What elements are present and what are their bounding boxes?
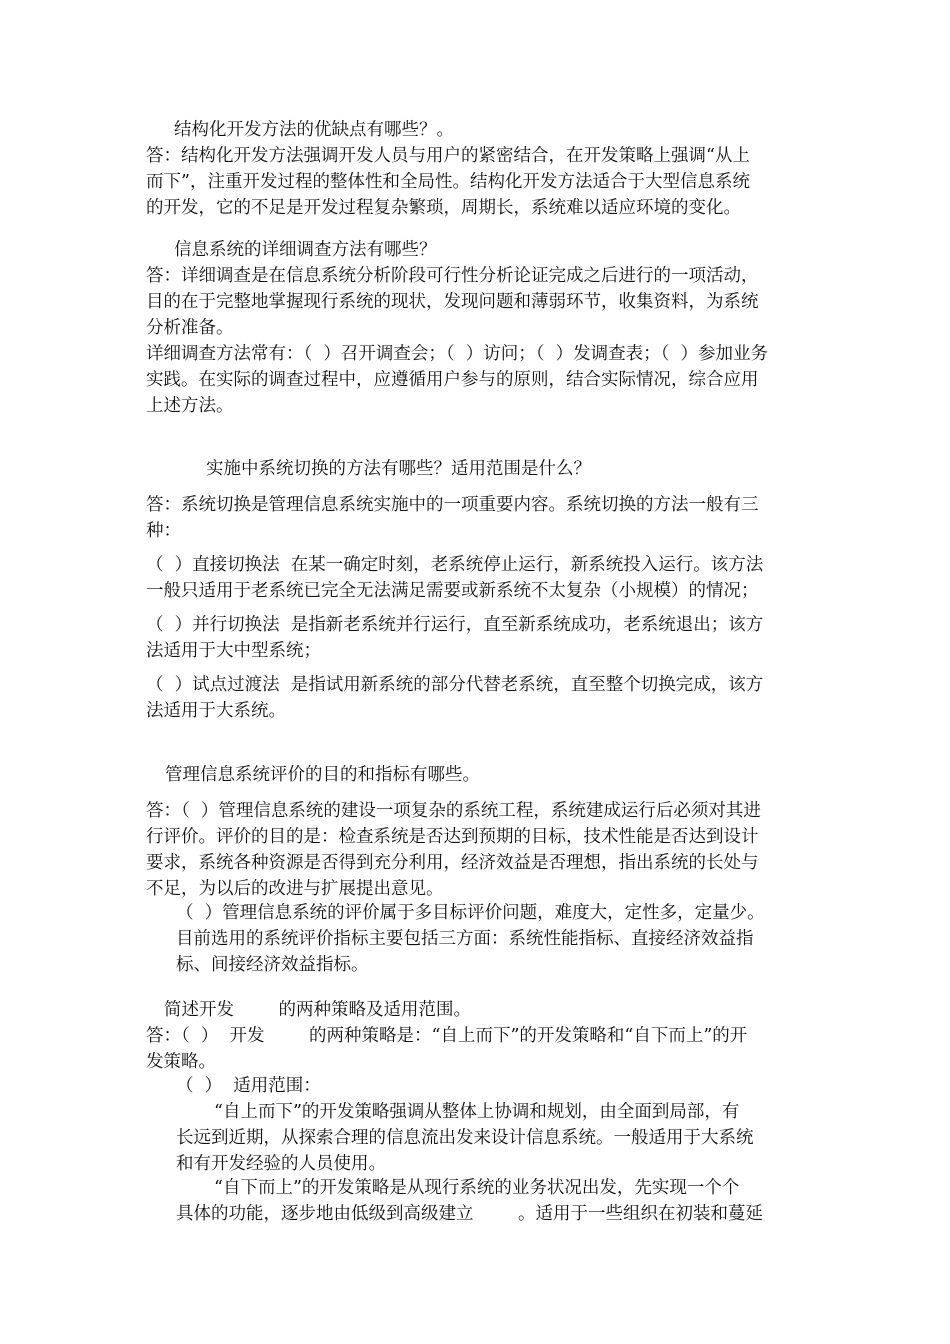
strategy-line: 长远到近期，从探索合理的信息流出发来设计信息系统。一般适用于大系统	[176, 1128, 754, 1148]
method-line: （ ）直接切换法 在某一确定时刻，老系统停止运行，新系统投入运行。该方法	[146, 555, 764, 575]
question-heading: 信息系统的详细调查方法有哪些？	[174, 240, 437, 260]
answer-line: 上述方法。	[146, 396, 234, 416]
question-heading: 简述开发 的两种策略及适用范围。	[164, 1000, 472, 1020]
indicator-line: （ ）管理信息系统的评价属于多目标评价问题，难度大，定性多，定量少。	[176, 903, 765, 923]
question-heading: 管理信息系统评价的目的和指标有哪些。	[165, 765, 480, 785]
answer-line: 发策略。	[146, 1052, 216, 1072]
answer-line: 分析准备。	[146, 318, 234, 338]
answer-line: 的开发，它的不足是开发过程复杂繁琐，周期长，系统难以适应环境的变化。	[146, 198, 741, 218]
answer-line: 答：系统切换是管理信息系统实施中的一项重要内容。系统切换的方法一般有三	[146, 495, 759, 515]
answer-line: 答：（ ）管理信息系统的建设一项复杂的系统工程，系统建成运行后必须对其进	[146, 801, 761, 821]
answer-line: 实践。在实际的调查过程中，应遵循用户参与的原则，结合实际情况，综合应用	[146, 370, 759, 390]
answer-line: 要求，系统各种资源是否得到充分利用，经济效益是否理想，指出系统的长处与	[146, 853, 759, 873]
method-line: 一般只适用于老系统已完全无法满足需要或新系统不太复杂（小规模）的情况；	[146, 581, 759, 601]
question-heading: 结构化开发方法的优缺点有哪些？。	[174, 120, 454, 140]
answer-line: 而下”，注重开发过程的整体性和全局性。结构化开发方法适合于大型信息系统	[146, 172, 750, 192]
question-heading: 实施中系统切换的方法有哪些？适用范围是什么？	[206, 459, 591, 479]
answer-line: 详细调查方法常有：（ ）召开调查会；（ ）访问；（ ）发调查表；（ ）参加业务	[146, 344, 768, 364]
scope-label: （ ） 适用范围：	[176, 1076, 321, 1096]
strategy-line: “自上而下”的开发策略强调从整体上协调和规划，由全面到局部，有	[214, 1102, 740, 1122]
answer-line: 目的在于完整地掌握现行系统的现状，发现问题和薄弱环节，收集资料，为系统	[146, 292, 759, 312]
answer-line: 答：详细调查是在信息系统分析阶段可行性分析论证完成之后进行的一项活动，	[146, 266, 759, 286]
method-line: （ ）试点过渡法 是指试用新系统的部分代替老系统，直至整个切换完成，该方	[146, 675, 764, 695]
answer-line: 不足，为以后的改进与扩展提出意见。	[146, 879, 444, 899]
indicator-line: 标、间接经济效益指标。	[176, 955, 369, 975]
strategy-line: 具体的功能，逐步地由低级到高级建立 。适用于一些组织在初装和蔓延	[176, 1204, 763, 1224]
answer-line: 答：结构化开发方法强调开发人员与用户的紧密结合，在开发策略上强调“从上	[146, 146, 750, 166]
indicator-line: 目前选用的系统评价指标主要包括三方面：系统性能指标、直接经济效益指	[176, 929, 754, 949]
method-line: 法适用于大系统。	[146, 701, 286, 721]
method-line: （ ）并行切换法 是指新老系统并行运行，直至新系统成功，老系统退出；该方	[146, 615, 764, 635]
answer-line: 行评价。评价的目的是：检查系统是否达到预期的目标，技术性能是否达到设计	[146, 827, 759, 847]
strategy-line: 和有开发经验的人员使用。	[176, 1154, 386, 1174]
method-line: 法适用于大中型系统；	[146, 641, 321, 661]
answer-line: 答：（ ） 开发 的两种策略是：“自上而下”的开发策略和“自下而上”的开	[146, 1026, 748, 1046]
strategy-line: “自下而上”的开发策略是从现行系统的业务状况出发，先实现一个个	[214, 1178, 740, 1198]
answer-line: 种：	[146, 521, 181, 541]
